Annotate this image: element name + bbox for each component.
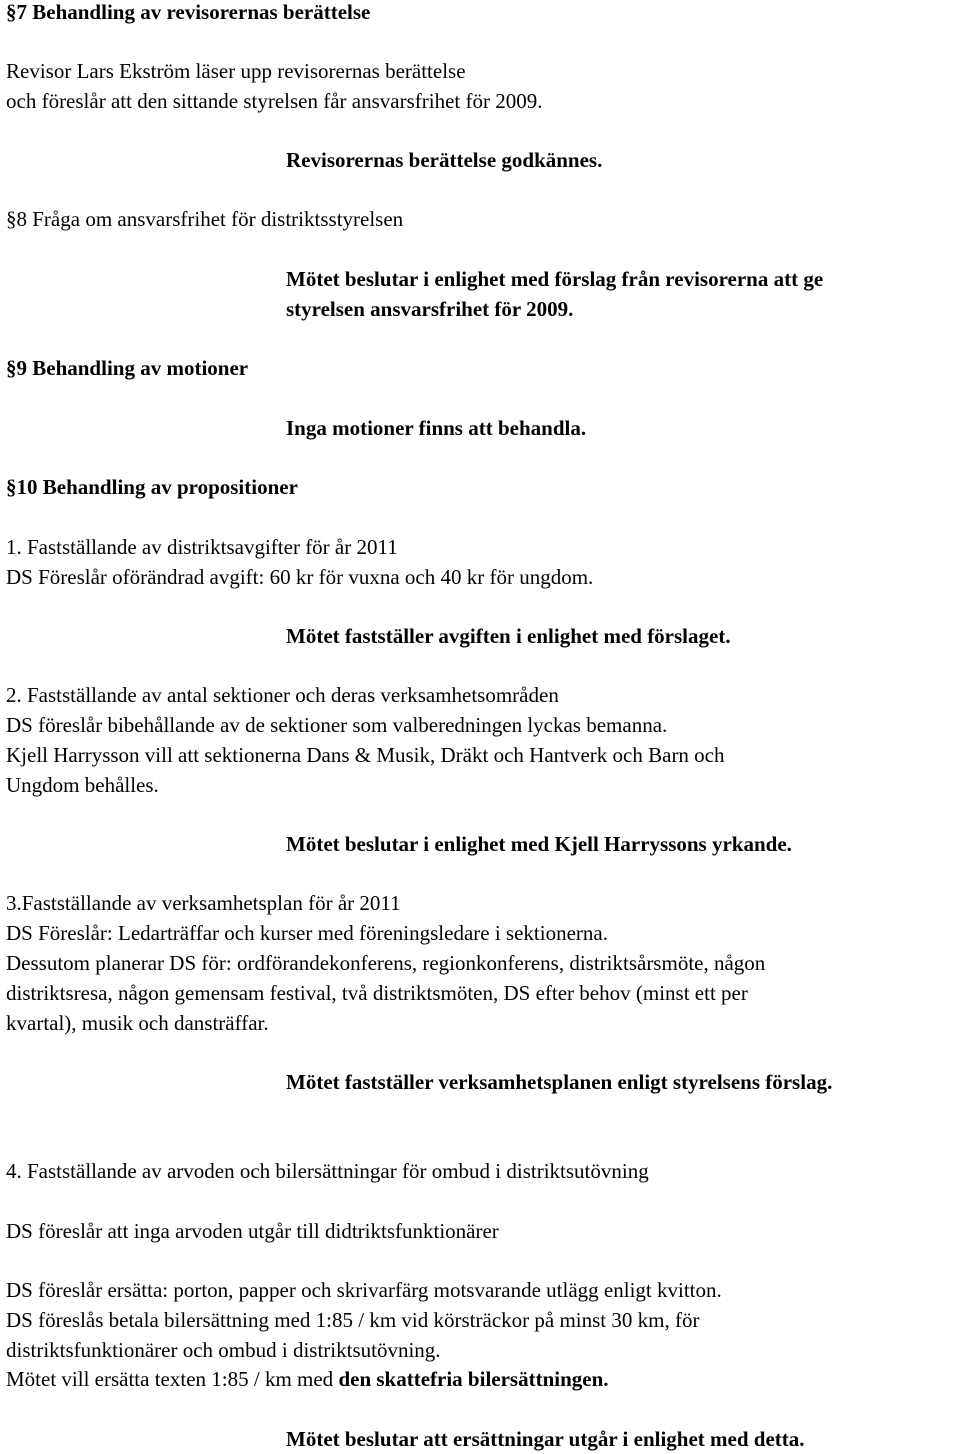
section-8-decision-line-1: Mötet beslutar i enlighet med förslag från revisorerna att ge bbox=[286, 267, 824, 291]
section-9-decision: Inga motioner finns att behandla. bbox=[286, 416, 587, 440]
proposition-1-decision: Mötet fastställer avgiften i enlighet med förslaget. bbox=[286, 624, 731, 648]
section-7-decision: Revisorernas berättelse godkännes. bbox=[286, 148, 603, 172]
section-7-heading: §7 Behandling av revisorernas berättelse bbox=[6, 0, 371, 24]
proposition-3-text-3: distriktsresa, någon gemensam festival, två distriktsmöten, DS efter behov (minst ett per bbox=[6, 981, 748, 1005]
proposition-4-text-5 bbox=[6, 1364, 609, 1394]
section-8-heading: §8 Fråga om ansvarsfrihet för distriktsstyrelsen bbox=[6, 207, 404, 231]
section-7-text-line-2: och föreslår att den sittande styrelsen får ansvarsfrihet för 2009. bbox=[6, 89, 543, 113]
section-10-heading: §10 Behandling av propositioner bbox=[6, 475, 298, 499]
section-9-heading: §9 Behandling av motioner bbox=[6, 356, 249, 380]
proposition-4-text-2: DS föreslår ersätta: porton, papper och skrivarfärg motsvarande utlägg enligt kvitton. bbox=[6, 1278, 722, 1302]
proposition-3-decision: Mötet fastställer verksamhetsplanen enligt styrelsens förslag. bbox=[286, 1070, 833, 1094]
proposition-4-text-3: DS föreslås betala bilersättning med 1:85 / km vid körsträckor på minst 30 km, för bbox=[6, 1308, 700, 1332]
proposition-2-title: 2. Fastställande av antal sektioner och deras verksamhetsområden bbox=[6, 683, 559, 707]
proposition-3-title: 3.Fastställande av verksamhetsplan för år 2011 bbox=[6, 891, 401, 915]
proposition-4-text-4: distriktsfunktionärer och ombud i distriktsutövning. bbox=[6, 1338, 441, 1362]
proposition-2-text-2: Kjell Harrysson vill att sektionerna Dans & Musik, Dräkt och Hantverk och Barn och bbox=[6, 743, 725, 767]
proposition-3-text-4: kvartal), musik och dansträffar. bbox=[6, 1011, 269, 1035]
proposition-4-text-5-bold: den skattefria bilersättningen. bbox=[338, 1367, 609, 1391]
proposition-1-text: DS Föreslår oförändrad avgift: 60 kr för vuxna och 40 kr för ungdom. bbox=[6, 565, 594, 589]
proposition-2-decision: Mötet beslutar i enlighet med Kjell Harryssons yrkande. bbox=[286, 832, 792, 856]
proposition-4-decision: Mötet beslutar att ersättningar utgår i enlighet med detta. bbox=[286, 1427, 805, 1451]
section-8-decision-line-2: styrelsen ansvarsfrihet för 2009. bbox=[286, 297, 574, 321]
proposition-4-text-1: DS föreslår att inga arvoden utgår till didtriktsfunktionärer bbox=[6, 1219, 499, 1243]
proposition-2-text-1: DS föreslår bibehållande av de sektioner som valberedningen lyckas bemanna. bbox=[6, 713, 668, 737]
proposition-4-title: 4. Fastställande av arvoden och bilersättningar för ombud i distriktsutövning bbox=[6, 1159, 649, 1183]
proposition-3-text-1: DS Föreslår: Ledarträffar och kurser med föreningsledare i sektionerna. bbox=[6, 921, 608, 945]
proposition-2-text-3: Ungdom behålles. bbox=[6, 773, 159, 797]
section-7-text-line-1: Revisor Lars Ekström läser upp revisorernas berättelse bbox=[6, 59, 466, 83]
proposition-1-title: 1. Fastställande av distriktsavgifter för år 2011 bbox=[6, 535, 398, 559]
proposition-4-text-5-prefix: Mötet vill ersätta texten 1:85 / km med bbox=[6, 1367, 339, 1391]
proposition-3-text-2: Dessutom planerar DS för: ordförandekonferens, regionkonferens, distriktsårsmöte, någon bbox=[6, 951, 766, 975]
